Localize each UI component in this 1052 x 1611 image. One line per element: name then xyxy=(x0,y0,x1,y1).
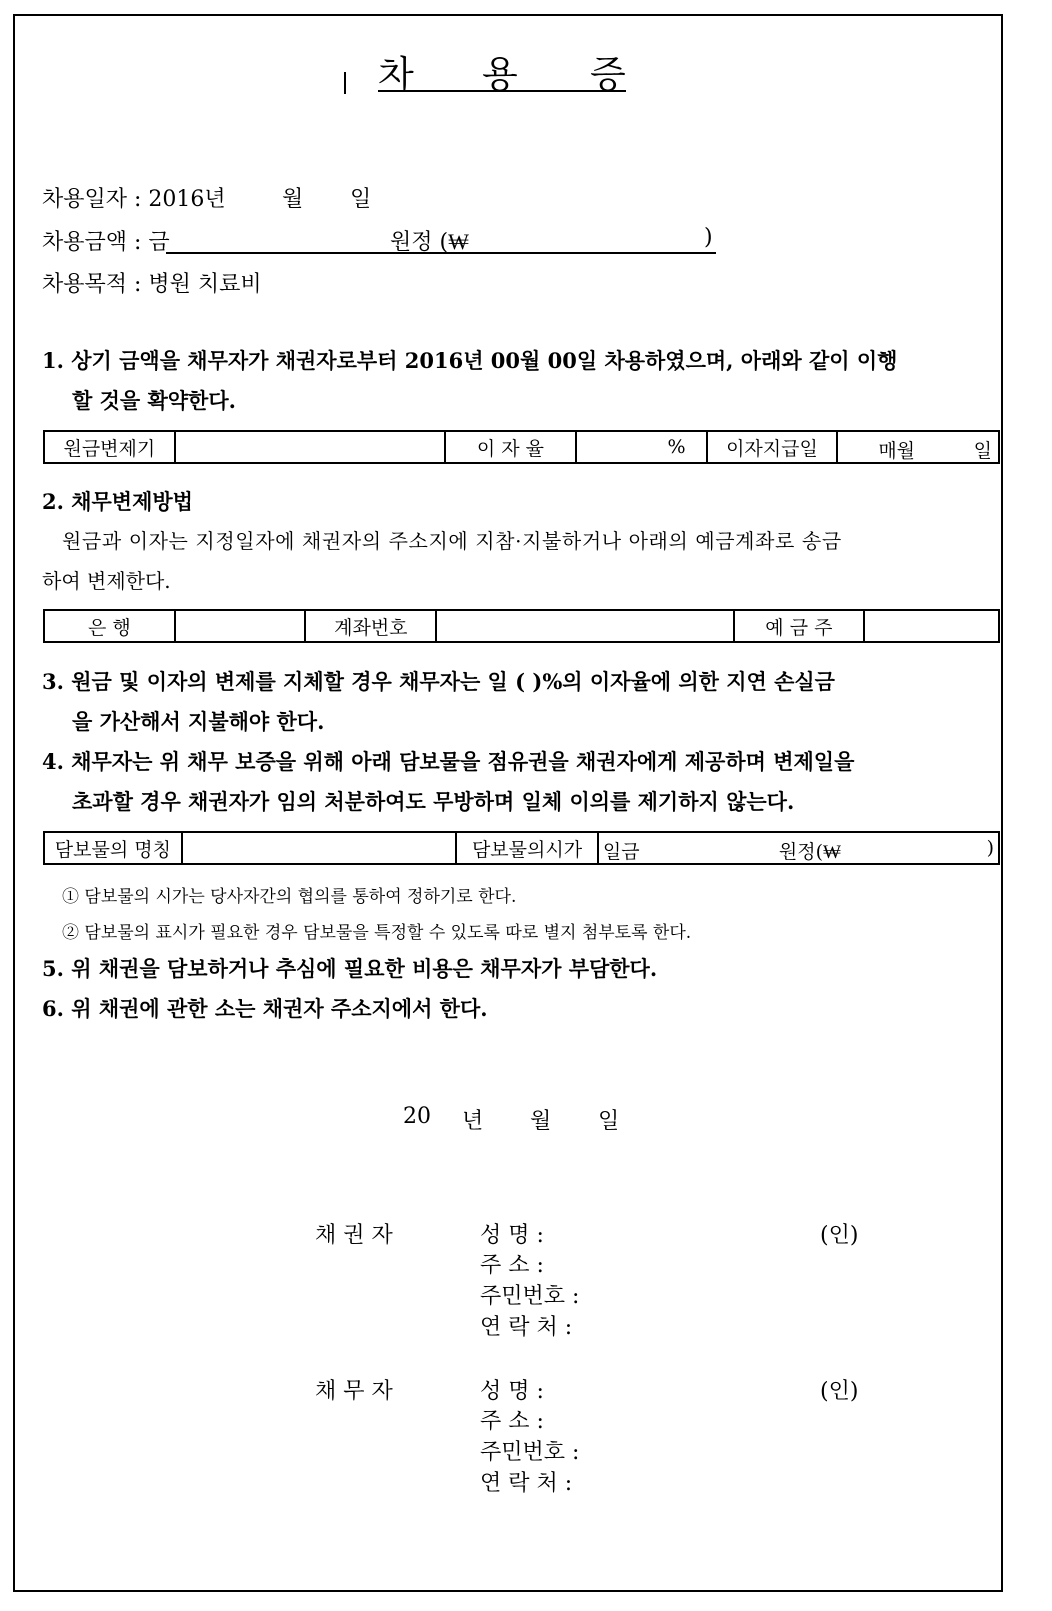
value-won: 원정(₩ xyxy=(778,841,841,863)
debtor-address-label: 주 소 : xyxy=(480,1409,544,1434)
amount-won: 원정 (₩ xyxy=(390,230,469,255)
clause2-heading: 2. 채무변제방법 xyxy=(42,489,193,514)
debtor-name-label: 성 명 : xyxy=(480,1379,544,1404)
bank-value[interactable] xyxy=(175,610,306,642)
clause5: 5. 위 채권을 담보하거나 추심에 필요한 비용은 채무자가 부담한다. xyxy=(42,956,658,981)
value-text: 일금 xyxy=(602,841,640,863)
value-field[interactable] xyxy=(598,832,999,864)
title-char-3: 증 xyxy=(590,53,626,96)
title-char-2: 용 xyxy=(482,53,518,96)
monthly-text: 매월 xyxy=(878,440,916,462)
bank-table xyxy=(43,609,1000,643)
rate-unit: % xyxy=(667,436,686,458)
rate-value[interactable] xyxy=(576,431,707,463)
title-char-1: 차 xyxy=(378,53,414,96)
text-cursor xyxy=(344,72,346,94)
terms-table xyxy=(43,430,1000,464)
holder-value[interactable] xyxy=(864,610,999,642)
pay-label: 이자지급일 xyxy=(707,431,838,463)
principal-label: 원금변제기 xyxy=(44,431,175,463)
clause2-line2: 하여 변제한다. xyxy=(42,569,171,593)
date-day: 일 xyxy=(350,187,372,212)
note-2: ② 담보물의 표시가 필요한 경우 담보물을 특정할 수 있도록 따로 별지 첨부토록 한다. xyxy=(62,923,692,943)
holder-label: 예 금 주 xyxy=(734,610,865,642)
principal-value[interactable] xyxy=(175,431,445,463)
amount-label: 차용금액 : 금 xyxy=(42,230,170,255)
clause3-line2: 을 가산해서 지불해야 한다. xyxy=(72,709,325,734)
debtor-seal: (인) xyxy=(820,1379,859,1404)
debtor-role: 채 무 자 xyxy=(315,1379,393,1404)
creditor-seal: (인) xyxy=(820,1223,859,1248)
date-month: 월 xyxy=(282,187,304,212)
account-value[interactable] xyxy=(436,610,733,642)
date-label: 차용일자 : 2016년 xyxy=(42,187,226,212)
clause2-line1: 원금과 이자는 지정일자에 채권자의 주소지에 지참·지불하거나 아래의 예금계좌로 송금 xyxy=(62,529,842,553)
creditor-role: 채 권 자 xyxy=(315,1223,393,1248)
footer-year-label: 년 xyxy=(462,1109,484,1134)
collateral-label: 담보물의 명칭 xyxy=(44,832,182,864)
clause1-line2: 할 것을 확약한다. xyxy=(72,388,236,413)
account-label: 계좌번호 xyxy=(305,610,436,642)
purpose: 차용목적 : 병원 치료비 xyxy=(42,272,262,297)
collateral-table xyxy=(43,831,1000,865)
debtor-id-label: 주민번호 : xyxy=(480,1440,580,1465)
footer-month-label: 월 xyxy=(530,1109,552,1134)
creditor-name-label: 성 명 : xyxy=(480,1223,544,1248)
amount-close: ) xyxy=(704,225,713,250)
clause1-line1: 1. 상기 금액을 채무자가 채권자로부터 2016년 00월 00일 차용하였으며, 아래와 같이 이행 xyxy=(42,348,898,373)
pay-value[interactable] xyxy=(837,431,999,463)
creditor-address-label: 주 소 : xyxy=(480,1253,544,1278)
clause4-line1: 4. 채무자는 위 채무 보증을 위해 아래 담보물을 점유권을 채권자에게 제공하며 변제일을 xyxy=(42,749,855,774)
clause3-line1: 3. 원금 및 이자의 변제를 지체할 경우 채무자는 일 ( )%의 이자율에 의한 지연 손실금 xyxy=(42,669,835,694)
clause4-line2: 초과할 경우 채권자가 임의 처분하여도 무방하며 일체 이의를 제기하지 않는다. xyxy=(72,789,795,814)
note-1: ① 담보물의 시가는 당사자간의 협의를 통하여 정하기로 한다. xyxy=(62,887,517,907)
creditor-contact-label: 연 락 처 : xyxy=(480,1315,573,1340)
clause6: 6. 위 채권에 관한 소는 채권자 주소지에서 한다. xyxy=(42,996,488,1021)
pay-day-text: 일 xyxy=(973,440,992,462)
debtor-contact-label: 연 락 처 : xyxy=(480,1471,573,1496)
bank-label: 은 행 xyxy=(44,610,175,642)
collateral-value[interactable] xyxy=(182,832,456,864)
value-close: ) xyxy=(986,837,994,859)
value-label: 담보물의시가 xyxy=(456,832,598,864)
rate-label: 이 자 율 xyxy=(445,431,576,463)
creditor-id-label: 주민번호 : xyxy=(480,1284,580,1309)
footer-day-label: 일 xyxy=(598,1109,620,1134)
footer-year: 20 xyxy=(403,1104,431,1129)
page-title xyxy=(378,44,626,96)
